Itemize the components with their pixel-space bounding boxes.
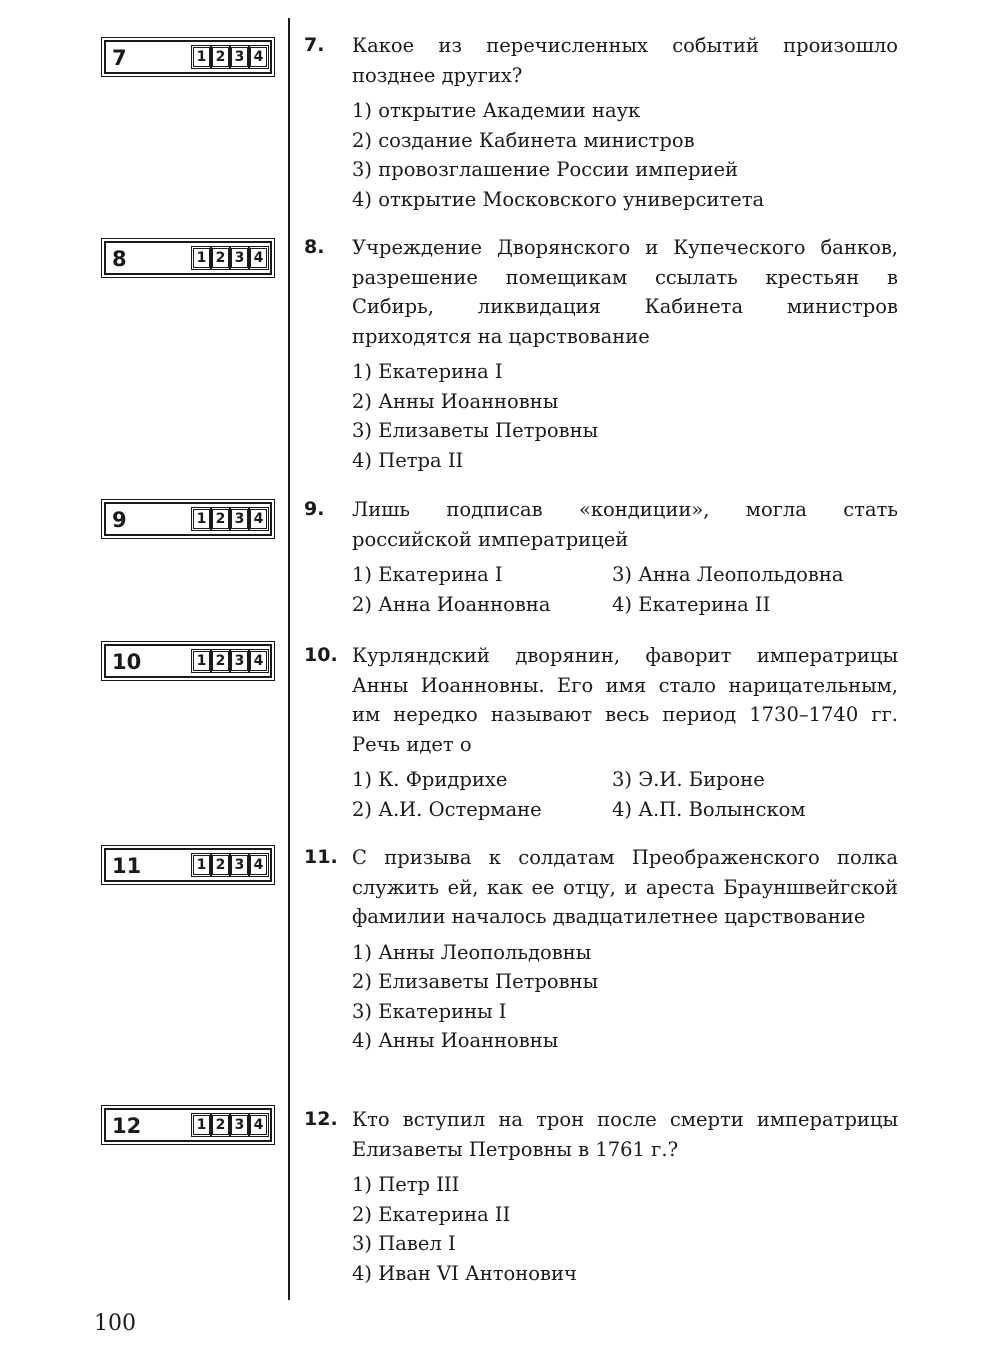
- question-number: 9.: [304, 498, 325, 520]
- option: 3) Павел I: [352, 1232, 456, 1255]
- answer-cell-1[interactable]: 1: [193, 651, 210, 671]
- option: 4) Анны Иоанновны: [352, 1029, 559, 1052]
- option: 3) Екатерины I: [352, 999, 507, 1023]
- option: 2) Екатерина II: [352, 1202, 511, 1226]
- question-12: [304, 1105, 898, 1288]
- option: 1) Петр III: [352, 1173, 460, 1196]
- option: 1) открытие Академии наук: [352, 99, 641, 122]
- answer-cell-1[interactable]: 1: [193, 509, 210, 529]
- option: 1) Екатерина I: [352, 563, 503, 586]
- options-list: [352, 1170, 898, 1288]
- question-number: 11.: [304, 846, 338, 868]
- answer-cell-2[interactable]: 2: [212, 855, 229, 875]
- option: 2) Анны Иоанновны: [352, 389, 559, 413]
- page-number: 100: [94, 1311, 136, 1336]
- answer-cell-4[interactable]: 4: [250, 47, 267, 67]
- option: 3) Анна Леопольдовна: [612, 563, 844, 586]
- option: 2) создание Кабинета министров: [352, 128, 695, 152]
- question-number: 10.: [304, 644, 338, 666]
- option: 4) А.П. Волынском: [612, 797, 806, 821]
- answer-box-number: 11: [112, 854, 142, 878]
- answer-box-11: [104, 848, 272, 882]
- options-list: [352, 938, 898, 1056]
- answer-box-number: 7: [112, 46, 127, 70]
- answer-cell-4[interactable]: 4: [250, 248, 267, 268]
- answer-cell-1[interactable]: 1: [193, 1115, 210, 1135]
- answer-cell-2[interactable]: 2: [212, 1115, 229, 1135]
- answer-box-10: [104, 644, 272, 678]
- answer-cell-2[interactable]: 2: [212, 248, 229, 268]
- answer-cell-4[interactable]: 4: [250, 509, 267, 529]
- answer-cell-3[interactable]: 3: [231, 509, 248, 529]
- answer-cell-2[interactable]: 2: [212, 47, 229, 67]
- options-list: [352, 96, 898, 214]
- question-text: С призыва к солдатам Преображенского полка служить ей, как ее отцу, и ареста Брауншвейгской фамилии началось двадцатилетнее царствование: [352, 846, 898, 928]
- question-number: 8.: [304, 236, 325, 258]
- answer-cell-1[interactable]: 1: [193, 248, 210, 268]
- option: 3) Э.И. Бироне: [612, 768, 765, 791]
- answer-cell-1[interactable]: 1: [193, 855, 210, 875]
- option: 2) А.И. Остермане: [352, 797, 542, 821]
- question-number: 12.: [304, 1108, 338, 1130]
- answer-box-number: 10: [112, 650, 142, 674]
- question-11: [304, 843, 898, 1056]
- answer-cell-3[interactable]: 3: [231, 248, 248, 268]
- answer-cell-4[interactable]: 4: [250, 1115, 267, 1135]
- answer-cell-3[interactable]: 3: [231, 47, 248, 67]
- question-number: 7.: [304, 34, 325, 56]
- options-list: [352, 357, 898, 475]
- answer-box-9: [104, 502, 272, 536]
- question-text: Учреждение Дворянского и Купеческого банков, разрешение помещикам ссылать крестьян в Сибирь, ликвидация Кабинета министров приходятся на царствование: [352, 236, 898, 348]
- question-text: Какое из перечисленных событий произошло позднее других?: [352, 34, 898, 87]
- option: 4) открытие Московского университета: [352, 187, 765, 211]
- answer-box-7: [104, 40, 272, 74]
- answer-cell-2[interactable]: 2: [212, 509, 229, 529]
- answer-cell-3[interactable]: 3: [231, 855, 248, 875]
- answer-box-number: 12: [112, 1114, 142, 1138]
- answer-cell-4[interactable]: 4: [250, 855, 267, 875]
- answer-cell-2[interactable]: 2: [212, 651, 229, 671]
- option: 3) Елизаветы Петровны: [352, 419, 599, 442]
- question-text: Лишь подписав «кондиции», могла стать российской императрицей: [352, 498, 898, 551]
- answer-box-number: 8: [112, 247, 127, 271]
- question-text: Кто вступил на трон после смерти императрицы Елизаветы Петровны в 1761 г.?: [352, 1108, 898, 1161]
- answer-box-number: 9: [112, 508, 127, 532]
- question-7: [304, 31, 898, 214]
- answer-box-8: [104, 241, 272, 275]
- answer-cell-3[interactable]: 3: [231, 1115, 248, 1135]
- column-divider: [288, 18, 290, 1300]
- option: 1) Анны Леопольдовны: [352, 940, 592, 964]
- option: 1) К. Фридрихе: [352, 768, 508, 791]
- answer-cell-3[interactable]: 3: [231, 651, 248, 671]
- options-list: [352, 765, 898, 824]
- option: 2) Елизаветы Петровны: [352, 970, 599, 993]
- option: 4) Петра II: [352, 448, 464, 472]
- question-text: Курляндский дворянин, фаворит императрицы Анны Иоанновны. Его имя стало нарицательным, им нередко называют весь период 1730–1740 гг. Речь идет о: [352, 644, 898, 756]
- question-8: [304, 233, 898, 475]
- option: 1) Екатерина I: [352, 360, 503, 383]
- answer-cell-1[interactable]: 1: [193, 47, 210, 67]
- option: 4) Иван VI Антонович: [352, 1261, 577, 1285]
- option: 3) провозглашение России империей: [352, 158, 739, 181]
- question-9: [304, 495, 898, 619]
- question-10: [304, 641, 898, 824]
- answer-cell-4[interactable]: 4: [250, 651, 267, 671]
- option: 4) Екатерина II: [612, 592, 771, 616]
- answer-box-12: [104, 1108, 272, 1142]
- options-list: [352, 560, 898, 619]
- option: 2) Анна Иоанновна: [352, 592, 551, 616]
